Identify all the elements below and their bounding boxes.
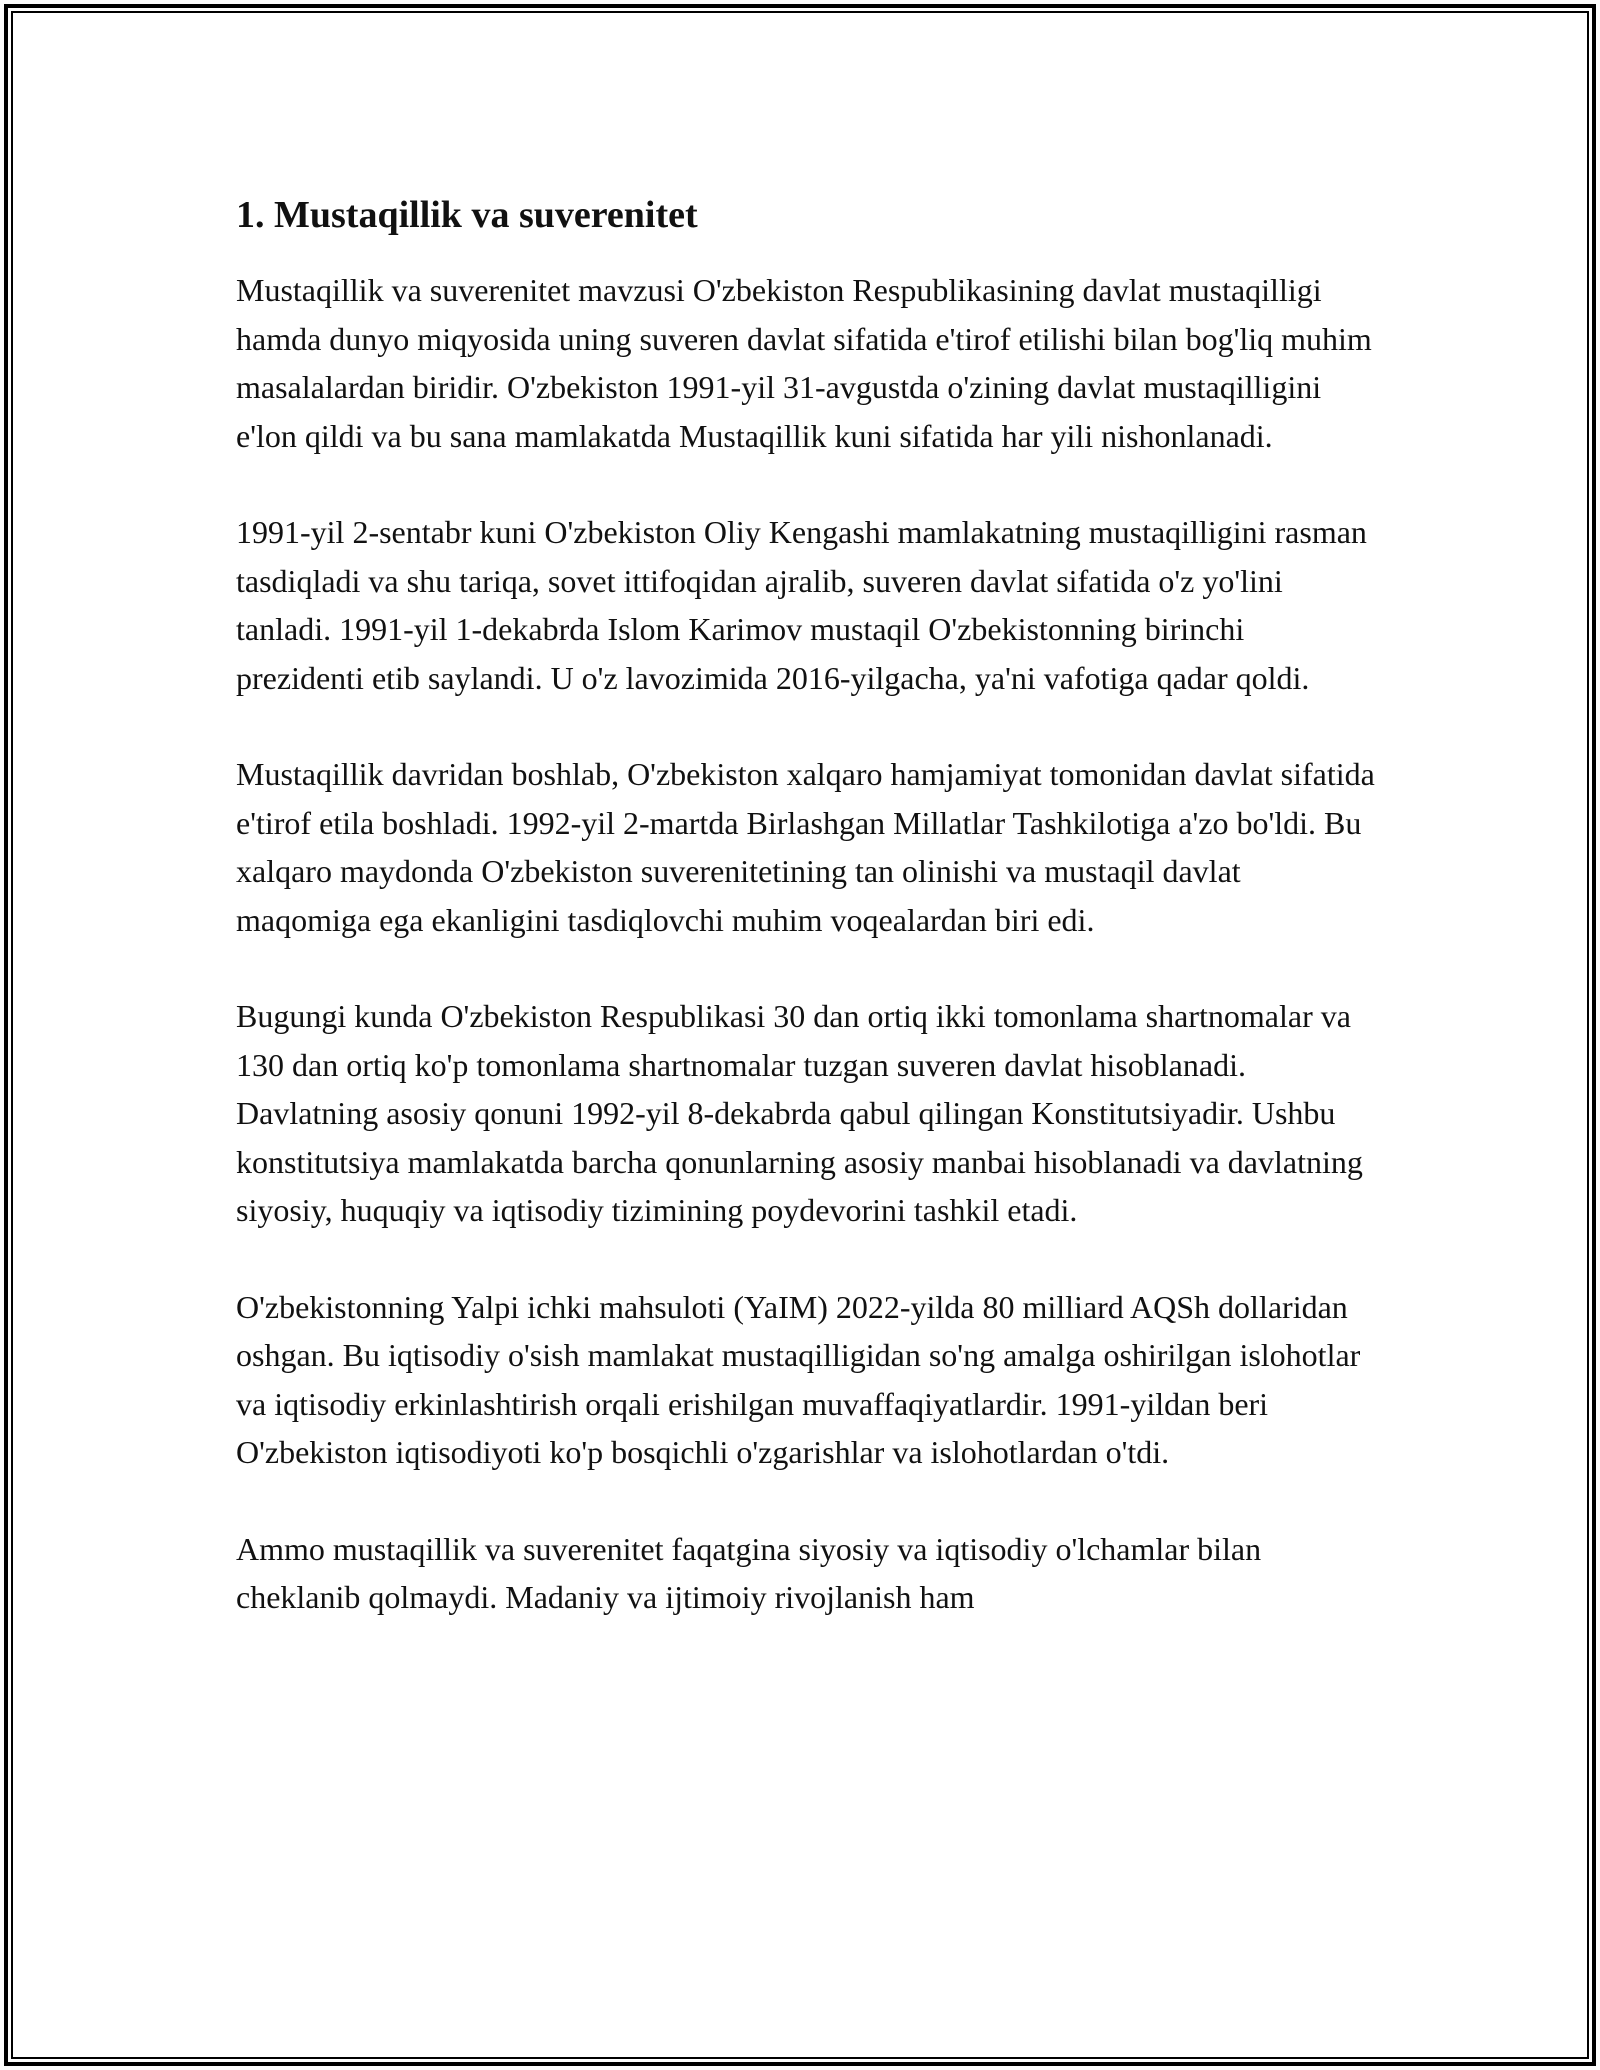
paragraph: 1991-yil 2-sentabr kuni O'zbekiston Oliy Kengashi mamlakatning mustaqilligini rasman tasdiqladi va shu tariqa, sovet ittifoqidan ajralib, suveren davlat sifatida o'z yo'lini tanladi. 1991-yil 1-dekabrda Islom Karimov mustaqil O'zbekistonning birinchi prezidenti etib saylandi. U o'z lavozimida 2016-yilgacha, ya'ni vafotiga qadar qoldi. — [236, 514, 1367, 696]
paragraph: Ammo mustaqillik va suverenitet faqatgina siyosiy va iqtisodiy o'lchamlar bilan cheklanib qolmaydi. Madaniy va ijtimoiy rivojlanish ham — [236, 1530, 1262, 1615]
document-body — [236, 184, 1376, 1670]
section-heading: 1. Mustaqillik va suverenitet — [236, 194, 698, 236]
paragraph: Mustaqillik davridan boshlab, O'zbekiston xalqaro hamjamiyat tomonidan davlat sifatida e'tirof etila boshladi. 1992-yil 2-martda Birlashgan Millatlar Tashkilotiga a'zo bo'ldi. Bu xalqaro maydonda O'zbekiston suverenitetining tan olinishi va mustaqil davlat maqomiga ega ekanligini tasdiqlovchi muhim voqealardan biri edi. — [236, 756, 1375, 938]
paragraph: Mustaqillik va suverenitet mavzusi O'zbekiston Respublikasining davlat mustaqilligi hamda dunyo miqyosida uning suveren davlat sifatida e'tirof etilishi bilan bog'liq muhim masalalardan biridir. O'zbekiston 1991-yil 31-avgustda o'zining davlat mustaqilligini e'lon qildi va bu sana mamlakatda Mustaqillik kuni sifatida har yili nishonlanadi. — [236, 272, 1372, 454]
paragraph: Bugungi kunda O'zbekiston Respublikasi 30 dan ortiq ikki tomonlama shartnomalar va 130 dan ortiq ko'p tomonlama shartnomalar tuzgan suveren davlat hisoblanadi. Davlatning asosiy qonuni 1992-yil 8-dekabrda qabul qilingan Konstitutsiyadir. Ushbu konstitutsiya mamlakatda barcha qonunlarning asosiy manbai hisoblanadi va davlatning siyosiy, huquqiy va iqtisodiy tizimining poydevorini tashkil etadi. — [236, 998, 1363, 1228]
paragraph: O'zbekistonning Yalpi ichki mahsuloti (YaIM) 2022-yilda 80 milliard AQSh dollaridan oshgan. Bu iqtisodiy o'sish mamlakat mustaqilligidan so'ng amalga oshirilgan islohotlar va iqtisodiy erkinlashtirish orqali erishilgan muvaffaqiyatlardir. 1991-yildan beri O'zbekiston iqtisodiyoti ko'p bosqichli o'zgarishlar va islohotlardan o'tdi. — [236, 1288, 1361, 1470]
